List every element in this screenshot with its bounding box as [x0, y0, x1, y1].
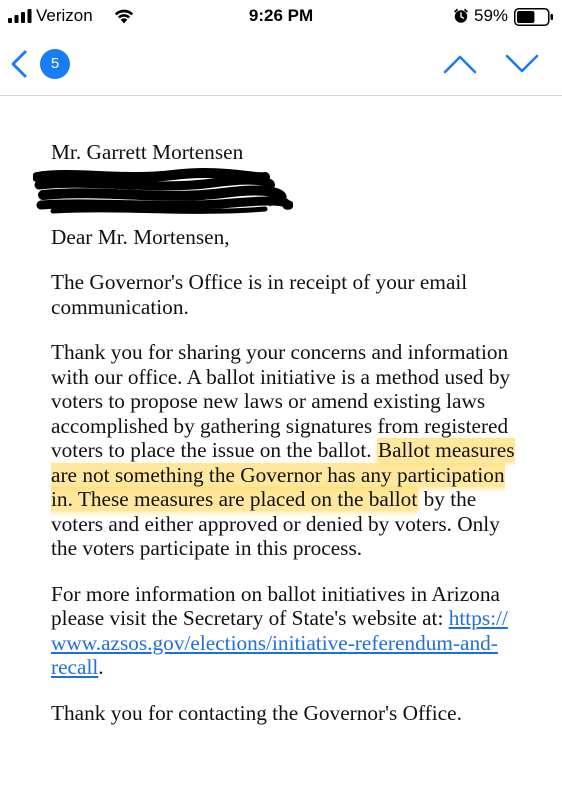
paragraph-text: .	[98, 655, 104, 679]
azsos-elections-link[interactable]: https:/​/​www.azsos.gov/​elections/​initiative-referendum-and-recall	[51, 606, 508, 679]
alarm-icon	[453, 7, 469, 24]
chevron-left-icon	[10, 50, 28, 78]
mail-navigation-bar	[0, 34, 562, 96]
battery-percent: 59%	[474, 6, 509, 25]
ballot-initiative-paragraph	[51, 340, 521, 561]
next-message-button[interactable]	[504, 50, 540, 78]
closing-paragraph: Thank you for contacting the Governor's Office.	[51, 700, 462, 725]
back-button[interactable]	[8, 46, 78, 82]
more-information-paragraph	[51, 582, 521, 680]
carrier-name: Verizon	[36, 6, 93, 25]
paragraph-text: For more information on ballot initiatives in Arizona please visit the Secretary of State's website at:	[51, 581, 500, 630]
battery-icon	[514, 8, 554, 26]
chevron-down-icon	[504, 50, 540, 78]
paragraph-text: Thank you for sharing your concerns and information with our office. A ballot initiative is a method used by voters to propose new laws or amend existing laws accomplished by gathering signatures from registered voters to place the issue on the ballot.	[51, 340, 511, 462]
recipient-name: Mr. Garrett Mortensen	[51, 140, 244, 164]
salutation: Dear Mr. Mortensen,	[51, 224, 230, 249]
acknowledgement-paragraph: The Governor's Office is in receipt of your email communication.	[51, 270, 468, 319]
paragraph-text: by the voters and either approved or denied by voters. Only the voters participate in this process.	[51, 487, 500, 560]
status-time: 9:26 PM	[248, 6, 314, 25]
redacted-address	[33, 165, 521, 219]
status-bar	[0, 0, 562, 34]
highlighted-text: Ballot measures are not something the Governor has any participation in. These measures are placed on the ballot	[51, 438, 515, 511]
previous-message-button[interactable]	[442, 50, 478, 78]
battery-level	[517, 11, 534, 23]
unread-count-badge: 5	[40, 49, 70, 79]
email-body	[51, 140, 521, 725]
redaction-scribble	[33, 165, 293, 219]
chevron-up-icon	[442, 50, 478, 78]
